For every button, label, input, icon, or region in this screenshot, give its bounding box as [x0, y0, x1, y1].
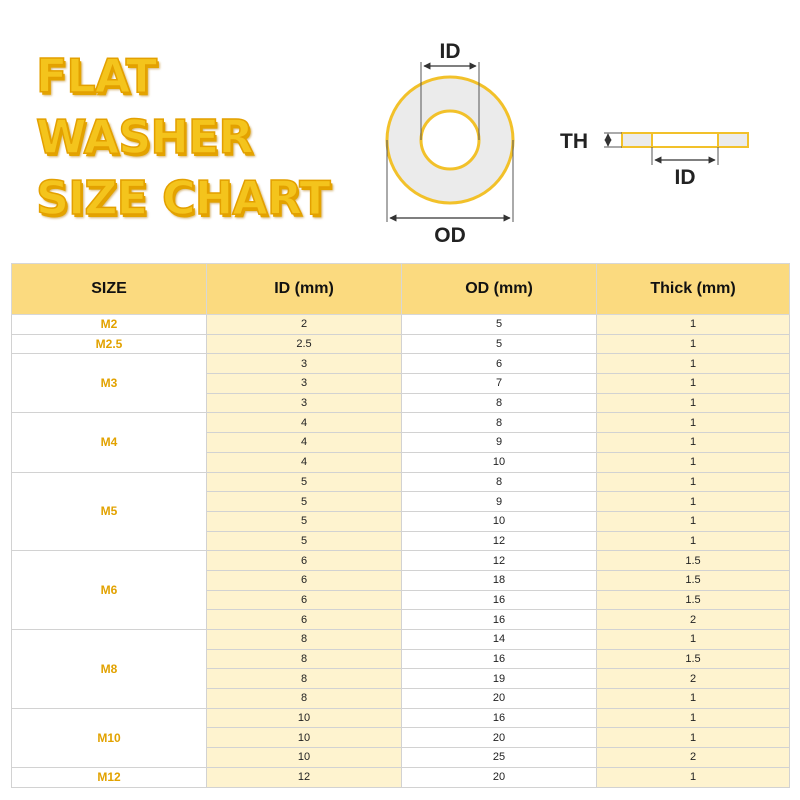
title-line-2: WASHER — [36, 110, 253, 164]
table-row — [12, 767, 790, 787]
id-cell: 12 — [207, 767, 402, 787]
id-cell: 3 — [207, 354, 402, 374]
header-size: SIZE — [12, 264, 207, 315]
od-cell: 14 — [402, 630, 597, 650]
od-cell: 10 — [402, 452, 597, 472]
id-cell: 4 — [207, 433, 402, 453]
od-cell: 20 — [402, 689, 597, 709]
id-dimension-side — [652, 147, 718, 189]
table-row — [12, 551, 790, 571]
thick-cell: 1 — [597, 767, 790, 787]
table-row — [12, 334, 790, 354]
thick-cell: 1.5 — [597, 649, 790, 669]
thick-cell: 2 — [597, 610, 790, 630]
thick-cell: 1 — [597, 413, 790, 433]
thick-cell: 1 — [597, 315, 790, 335]
washer-diagram — [0, 0, 800, 260]
size-chart-table-container — [11, 263, 789, 788]
id-cell: 5 — [207, 511, 402, 531]
id-cell: 8 — [207, 669, 402, 689]
size-cell: M12 — [12, 767, 207, 787]
washer-front-view — [387, 77, 513, 203]
thick-cell: 1 — [597, 728, 790, 748]
thick-cell: 1 — [597, 531, 790, 551]
id-cell: 5 — [207, 531, 402, 551]
od-cell: 8 — [402, 393, 597, 413]
od-cell: 9 — [402, 433, 597, 453]
thick-cell: 1 — [597, 433, 790, 453]
od-cell: 16 — [402, 708, 597, 728]
thick-cell: 1 — [597, 354, 790, 374]
id-cell: 5 — [207, 472, 402, 492]
od-cell: 16 — [402, 649, 597, 669]
side-id-label: ID — [674, 166, 696, 189]
title-line-3: SIZE CHART — [36, 171, 330, 225]
od-cell: 12 — [402, 531, 597, 551]
id-cell: 8 — [207, 630, 402, 650]
table-row — [12, 315, 790, 335]
washer-side-view — [622, 133, 748, 147]
od-label: OD — [434, 224, 466, 247]
od-cell: 18 — [402, 570, 597, 590]
th-dimension — [560, 130, 622, 153]
thick-cell: 1.5 — [597, 590, 790, 610]
id-cell: 3 — [207, 393, 402, 413]
size-chart-table — [11, 263, 790, 788]
id-cell: 2.5 — [207, 334, 402, 354]
thick-cell: 1 — [597, 689, 790, 709]
size-cell: M3 — [12, 354, 207, 413]
id-cell: 4 — [207, 413, 402, 433]
od-cell: 8 — [402, 472, 597, 492]
table-body — [12, 315, 790, 788]
size-cell: M8 — [12, 630, 207, 709]
id-cell: 10 — [207, 728, 402, 748]
od-cell: 7 — [402, 374, 597, 394]
thick-cell: 2 — [597, 669, 790, 689]
od-cell: 5 — [402, 334, 597, 354]
table-header-row — [12, 264, 790, 315]
od-cell: 20 — [402, 767, 597, 787]
size-cell: M5 — [12, 472, 207, 551]
table-row — [12, 708, 790, 728]
id-cell: 4 — [207, 452, 402, 472]
od-cell: 25 — [402, 748, 597, 768]
thick-cell: 1 — [597, 492, 790, 512]
header-od: OD (mm) — [402, 264, 597, 315]
thick-cell: 1 — [597, 472, 790, 492]
id-cell: 8 — [207, 649, 402, 669]
table-row — [12, 354, 790, 374]
od-cell: 12 — [402, 551, 597, 571]
thick-cell: 1 — [597, 393, 790, 413]
id-cell: 6 — [207, 551, 402, 571]
thick-cell: 2 — [597, 748, 790, 768]
size-cell: M6 — [12, 551, 207, 630]
washer-hole — [421, 111, 479, 169]
header-id: ID (mm) — [207, 264, 402, 315]
od-cell: 16 — [402, 610, 597, 630]
od-cell: 8 — [402, 413, 597, 433]
table-row — [12, 413, 790, 433]
size-cell: M2 — [12, 315, 207, 335]
thick-cell: 1 — [597, 334, 790, 354]
id-label: ID — [439, 40, 461, 63]
id-cell: 5 — [207, 492, 402, 512]
header-thick: Thick (mm) — [597, 264, 790, 315]
id-cell: 10 — [207, 748, 402, 768]
od-cell: 19 — [402, 669, 597, 689]
thick-cell: 1 — [597, 630, 790, 650]
od-cell: 20 — [402, 728, 597, 748]
id-cell: 6 — [207, 570, 402, 590]
od-cell: 16 — [402, 590, 597, 610]
id-cell: 10 — [207, 708, 402, 728]
od-cell: 9 — [402, 492, 597, 512]
od-cell: 10 — [402, 511, 597, 531]
size-cell: M2.5 — [12, 334, 207, 354]
id-cell: 6 — [207, 610, 402, 630]
id-cell: 6 — [207, 590, 402, 610]
id-cell: 2 — [207, 315, 402, 335]
thick-cell: 1.5 — [597, 570, 790, 590]
thick-cell: 1 — [597, 374, 790, 394]
thick-cell: 1.5 — [597, 551, 790, 571]
th-label: TH — [560, 130, 588, 153]
od-cell: 6 — [402, 354, 597, 374]
size-cell: M10 — [12, 708, 207, 767]
thick-cell: 1 — [597, 708, 790, 728]
od-cell: 5 — [402, 315, 597, 335]
size-cell: M4 — [12, 413, 207, 472]
thick-cell: 1 — [597, 511, 790, 531]
thick-cell: 1 — [597, 452, 790, 472]
table-row — [12, 472, 790, 492]
title-line-1: FLAT — [36, 49, 157, 103]
table-row — [12, 630, 790, 650]
id-cell: 8 — [207, 689, 402, 709]
id-cell: 3 — [207, 374, 402, 394]
